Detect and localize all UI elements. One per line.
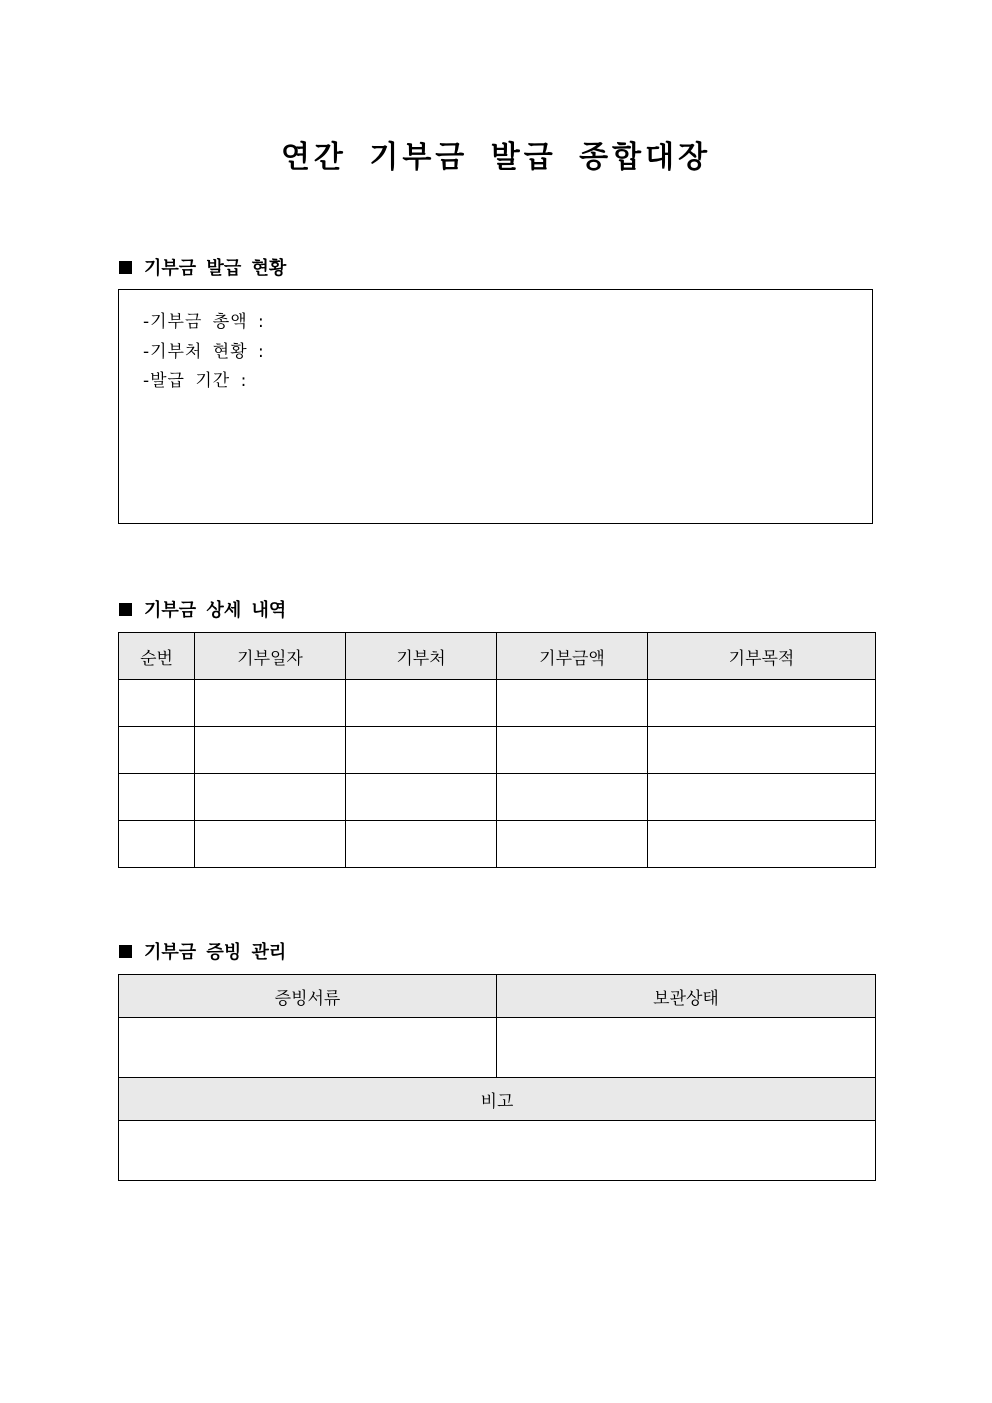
status-section-heading: [119, 254, 286, 280]
table-cell[interactable]: [119, 680, 195, 727]
donee-status-line: -기부처 현황 :: [143, 341, 265, 362]
table-cell[interactable]: [119, 727, 195, 774]
evidence-heading-text: 기부금 증빙 관리: [144, 942, 287, 963]
donation-details-table: [118, 632, 876, 868]
table-cell[interactable]: [346, 774, 497, 821]
issue-period-line: -발급 기간 :: [143, 371, 248, 391]
column-header-documents: 증빙서류: [119, 975, 497, 1018]
table-row: [119, 774, 876, 821]
column-header-purpose: 기부목적: [648, 633, 876, 680]
details-heading-text: 기부금 상세 내역: [144, 600, 287, 621]
column-header-seq: 순번: [119, 633, 195, 680]
table-header-row: [119, 975, 876, 1018]
remarks-cell[interactable]: [119, 1121, 876, 1181]
remarks-label: 비고: [119, 1078, 876, 1121]
evidence-management-table: [118, 974, 876, 1181]
table-header-row: [119, 633, 876, 680]
total-amount-line: -기부금 총액 :: [143, 312, 265, 332]
table-cell[interactable]: [497, 774, 648, 821]
square-bullet-icon: [119, 261, 132, 274]
square-bullet-icon: [119, 945, 132, 958]
table-cell[interactable]: [497, 727, 648, 774]
table-row: [119, 727, 876, 774]
table-cell[interactable]: [346, 680, 497, 727]
details-section-heading: [119, 596, 286, 622]
table-cell[interactable]: [497, 1018, 876, 1078]
table-cell[interactable]: [195, 680, 346, 727]
column-header-date: 기부일자: [195, 633, 346, 680]
remarks-row: [119, 1121, 876, 1181]
table-cell[interactable]: [648, 774, 876, 821]
table-cell[interactable]: [346, 821, 497, 868]
table-cell[interactable]: [119, 821, 195, 868]
table-cell[interactable]: [648, 727, 876, 774]
table-row: [119, 821, 876, 868]
column-header-donee: 기부처: [346, 633, 497, 680]
table-row: [119, 1018, 876, 1078]
column-header-amount: 기부금액: [497, 633, 648, 680]
table-cell[interactable]: [648, 680, 876, 727]
evidence-section-heading: [119, 938, 286, 964]
remarks-header-row: [119, 1078, 876, 1121]
table-row: [119, 680, 876, 727]
table-cell[interactable]: [195, 774, 346, 821]
table-cell[interactable]: [648, 821, 876, 868]
table-cell[interactable]: [195, 727, 346, 774]
table-cell[interactable]: [497, 821, 648, 868]
column-header-storage: 보관상태: [497, 975, 876, 1018]
table-cell[interactable]: [195, 821, 346, 868]
table-cell[interactable]: [119, 774, 195, 821]
square-bullet-icon: [119, 603, 132, 616]
status-heading-text: 기부금 발급 현황: [144, 258, 287, 279]
table-cell[interactable]: [346, 727, 497, 774]
table-cell[interactable]: [497, 680, 648, 727]
status-summary-box: [118, 289, 873, 524]
document-title: 연간 기부금 발급 종합대장: [280, 140, 712, 175]
table-cell[interactable]: [119, 1018, 497, 1078]
